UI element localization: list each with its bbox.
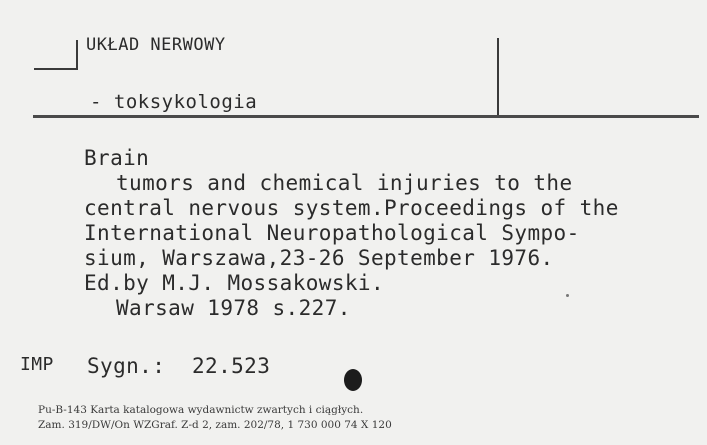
library-code: IMP [20, 354, 54, 375]
header-corner-vertical-rule [76, 40, 78, 70]
footer-print-line: Zam. 319/DW/On WZGraf. Z-d 2, zam. 202/78, 1 730 000 74 X 120 [38, 419, 392, 431]
entry-heading: Brain [84, 146, 150, 170]
call-number-label: Sygn.: [87, 354, 166, 378]
entry-line-5: Ed.by M.J. Mossakowski. [84, 271, 384, 295]
footer-form-line: Pu-B-143 Karta katalogowa wydawnictw zwartych i ciągłych. [38, 404, 364, 416]
subdivision-heading: - toksykologia [90, 91, 258, 113]
entry-line-1: tumors and chemical injuries to the [116, 171, 573, 195]
entry-line-6: Warsaw 1978 s.227. [116, 296, 351, 320]
entry-line-4: sium, Warszawa,23-26 September 1976. [84, 246, 554, 270]
header-corner-horizontal-rule [34, 68, 78, 70]
ink-speck [566, 294, 569, 297]
header-bottom-rule [33, 115, 699, 118]
header-right-vertical-rule [497, 38, 499, 116]
call-number-value: 22.523 [192, 354, 271, 378]
subject-heading: UKŁAD NERWOWY [86, 35, 226, 55]
entry-line-3: International Neuropathological Sympo- [84, 221, 580, 245]
card-punch-hole [344, 369, 362, 391]
entry-line-2: central nervous system.Proceedings of the [84, 196, 619, 220]
